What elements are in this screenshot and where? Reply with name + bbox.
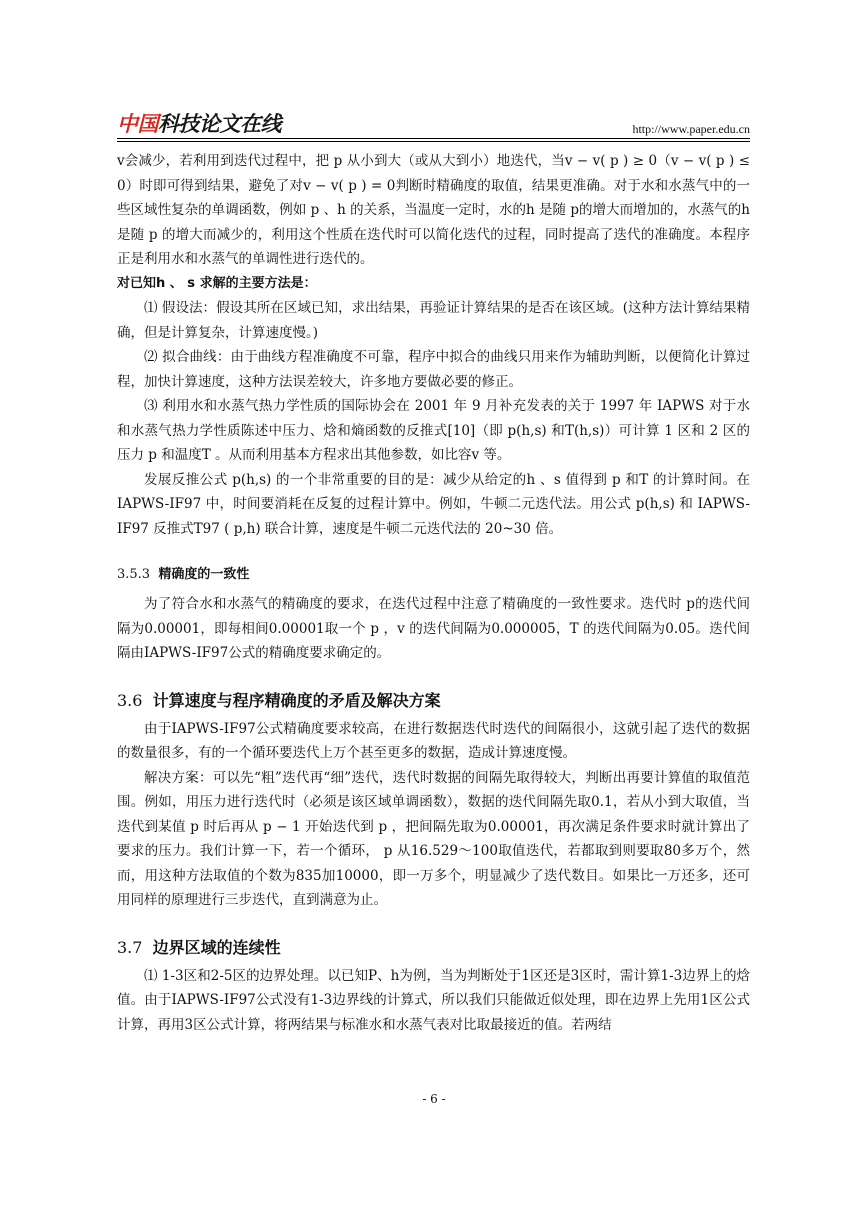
header-rule-thick bbox=[117, 138, 750, 139]
section-3-6-heading bbox=[117, 688, 750, 711]
logo-black-text: 科技论文在线 bbox=[158, 112, 281, 136]
paragraph-backward-equation: 发展反推公式 p(h,s) 的一个非常重要的目的是：减少从给定的h 、s 值得到 p 和T 的计算时间。在 IAPWS-IF97 中，时间要消耗在反复的过程计算中。例如，牛顿二元迭代法。用公式 p(h,s) 和 IAPWS-IF97 反推式T97 ( p,h) 联合计算，速度是牛顿二元迭代法的 20~30 倍。 bbox=[117, 471, 750, 537]
methods-heading: 对已知h 、 s 求解的主要方法是： bbox=[117, 275, 317, 291]
section-number: 3.6 bbox=[117, 690, 143, 710]
method-2: ⑵ 拟合曲线：由于曲线方程准确度不可靠，程序中拟合的曲线只用来作为辅助判断，以便简化计算过程，加快计算速度，这种方法误差较大，许多地方要做必要的修正。 bbox=[117, 349, 750, 390]
site-logo bbox=[117, 108, 281, 138]
header-url[interactable]: http://www.paper.edu.cn bbox=[632, 122, 750, 136]
page-header bbox=[117, 108, 750, 138]
page-number: - 6 - bbox=[422, 1092, 446, 1106]
section-3-5-3-heading bbox=[117, 563, 750, 582]
section-number: 3.7 bbox=[117, 937, 143, 957]
section-3-6-paragraph-2: 解决方案：可以先“粗”迭代再“细”迭代，迭代时数据的间隔先取得较大，判断出再要计算值的取值范围。例如，用压力进行迭代时（必须是该区域单调函数），数据的迭代间隔先取0.1，若从小到大取值，当迭代到某值 p 时后再从 p − 1 开始迭代到 p ，把间隔先取为0.00001，再次满足条件要求时就计算出了要求的压力。我们计算一下，若一个循环， p 从16.529～100取值迭代，若都取到则要取80多万个，然而，用这种方法取值的个数为835加10000，即一万多个，明显减少了迭代数目。如果比一万还多，还可用同样的原理进行三步迭代，直到满意为止。 bbox=[117, 769, 750, 908]
header-rule-thin bbox=[117, 141, 750, 142]
paragraph-monotonic: v会减少，若利用到迭代过程中，把 p 从小到大（或从大到小）地迭代，当v − v( p ) ≥ 0（v − v( p ) ≤ 0）时即可得到结果，避免了对v − v( p ) = 0判断时精确度的取值，结果更准确。对于水和水蒸气中的一些区域性复杂的单调函数，例如 p 、h 的关系，当温度一定时，水的h 是随 p的增大而增加的，水蒸气的h 是随 p 的增大而减少的，利用这个性质在迭代时可以简化迭代的过程，同时提高了迭代的准确度。本程序正是利用水和水蒸气的单调性进行迭代的。 bbox=[117, 153, 750, 267]
logo-red-text: 中国 bbox=[117, 112, 158, 136]
section-3-7-paragraph: ⑴ 1-3区和2-5区的边界处理。以已知P、h为例，当为判断处于1区还是3区时，需计算1-3边界上的焓值。由于IAPWS-IF97公式没有1-3边界线的计算式，所以我们只能做近似处理，即在边界上先用1区公式计算，再用3区公式计算，将两结果与标准水和水蒸气表对比取最接近的值。若两结 bbox=[117, 967, 750, 1033]
section-title: 精确度的一致性 bbox=[158, 567, 250, 582]
section-3-7-heading bbox=[117, 935, 750, 958]
section-number: 3.5.3 bbox=[117, 567, 151, 582]
page-content bbox=[117, 149, 750, 1037]
section-title: 计算速度与程序精确度的矛盾及解决方案 bbox=[152, 690, 441, 710]
method-1: ⑴ 假设法：假设其所在区域已知，求出结果，再验证计算结果的是否在该区域。(这种方法计算结果精确，但是计算复杂，计算速度慢。) bbox=[117, 300, 750, 341]
method-3: ⑶ 利用水和水蒸气热力学性质的国际协会在 2001 年 9 月补充发表的关于 1997 年 IAPWS 对于水和水蒸气热力学性质陈述中压力、焓和熵函数的反推式[10]（即 p(h,s) 和T(h,s)）可计算 1 区和 2 区的压力 p 和温度T 。从而利用基本方程求出其他参数，如比容v 等。 bbox=[117, 398, 750, 463]
section-3-5-3-paragraph: 为了符合水和水蒸气的精确度的要求，在迭代过程中注意了精确度的一致性要求。迭代时 p的迭代间隔为0.00001，即每相间0.00001取一个 p ，v 的迭代间隔为0.000005，T 的迭代间隔为0.05。迭代间隔由IAPWS-IF97公式的精确度要求确定的。 bbox=[117, 596, 750, 661]
section-3-6-paragraph-1: 由于IAPWS-IF97公式精确度要求较高，在进行数据迭代时迭代的间隔很小，这就引起了迭代的数据的数量很多，有的一个循环要迭代上万个甚至更多的数据，造成计算速度慢。 bbox=[117, 720, 750, 761]
section-title: 边界区域的连续性 bbox=[152, 937, 281, 957]
